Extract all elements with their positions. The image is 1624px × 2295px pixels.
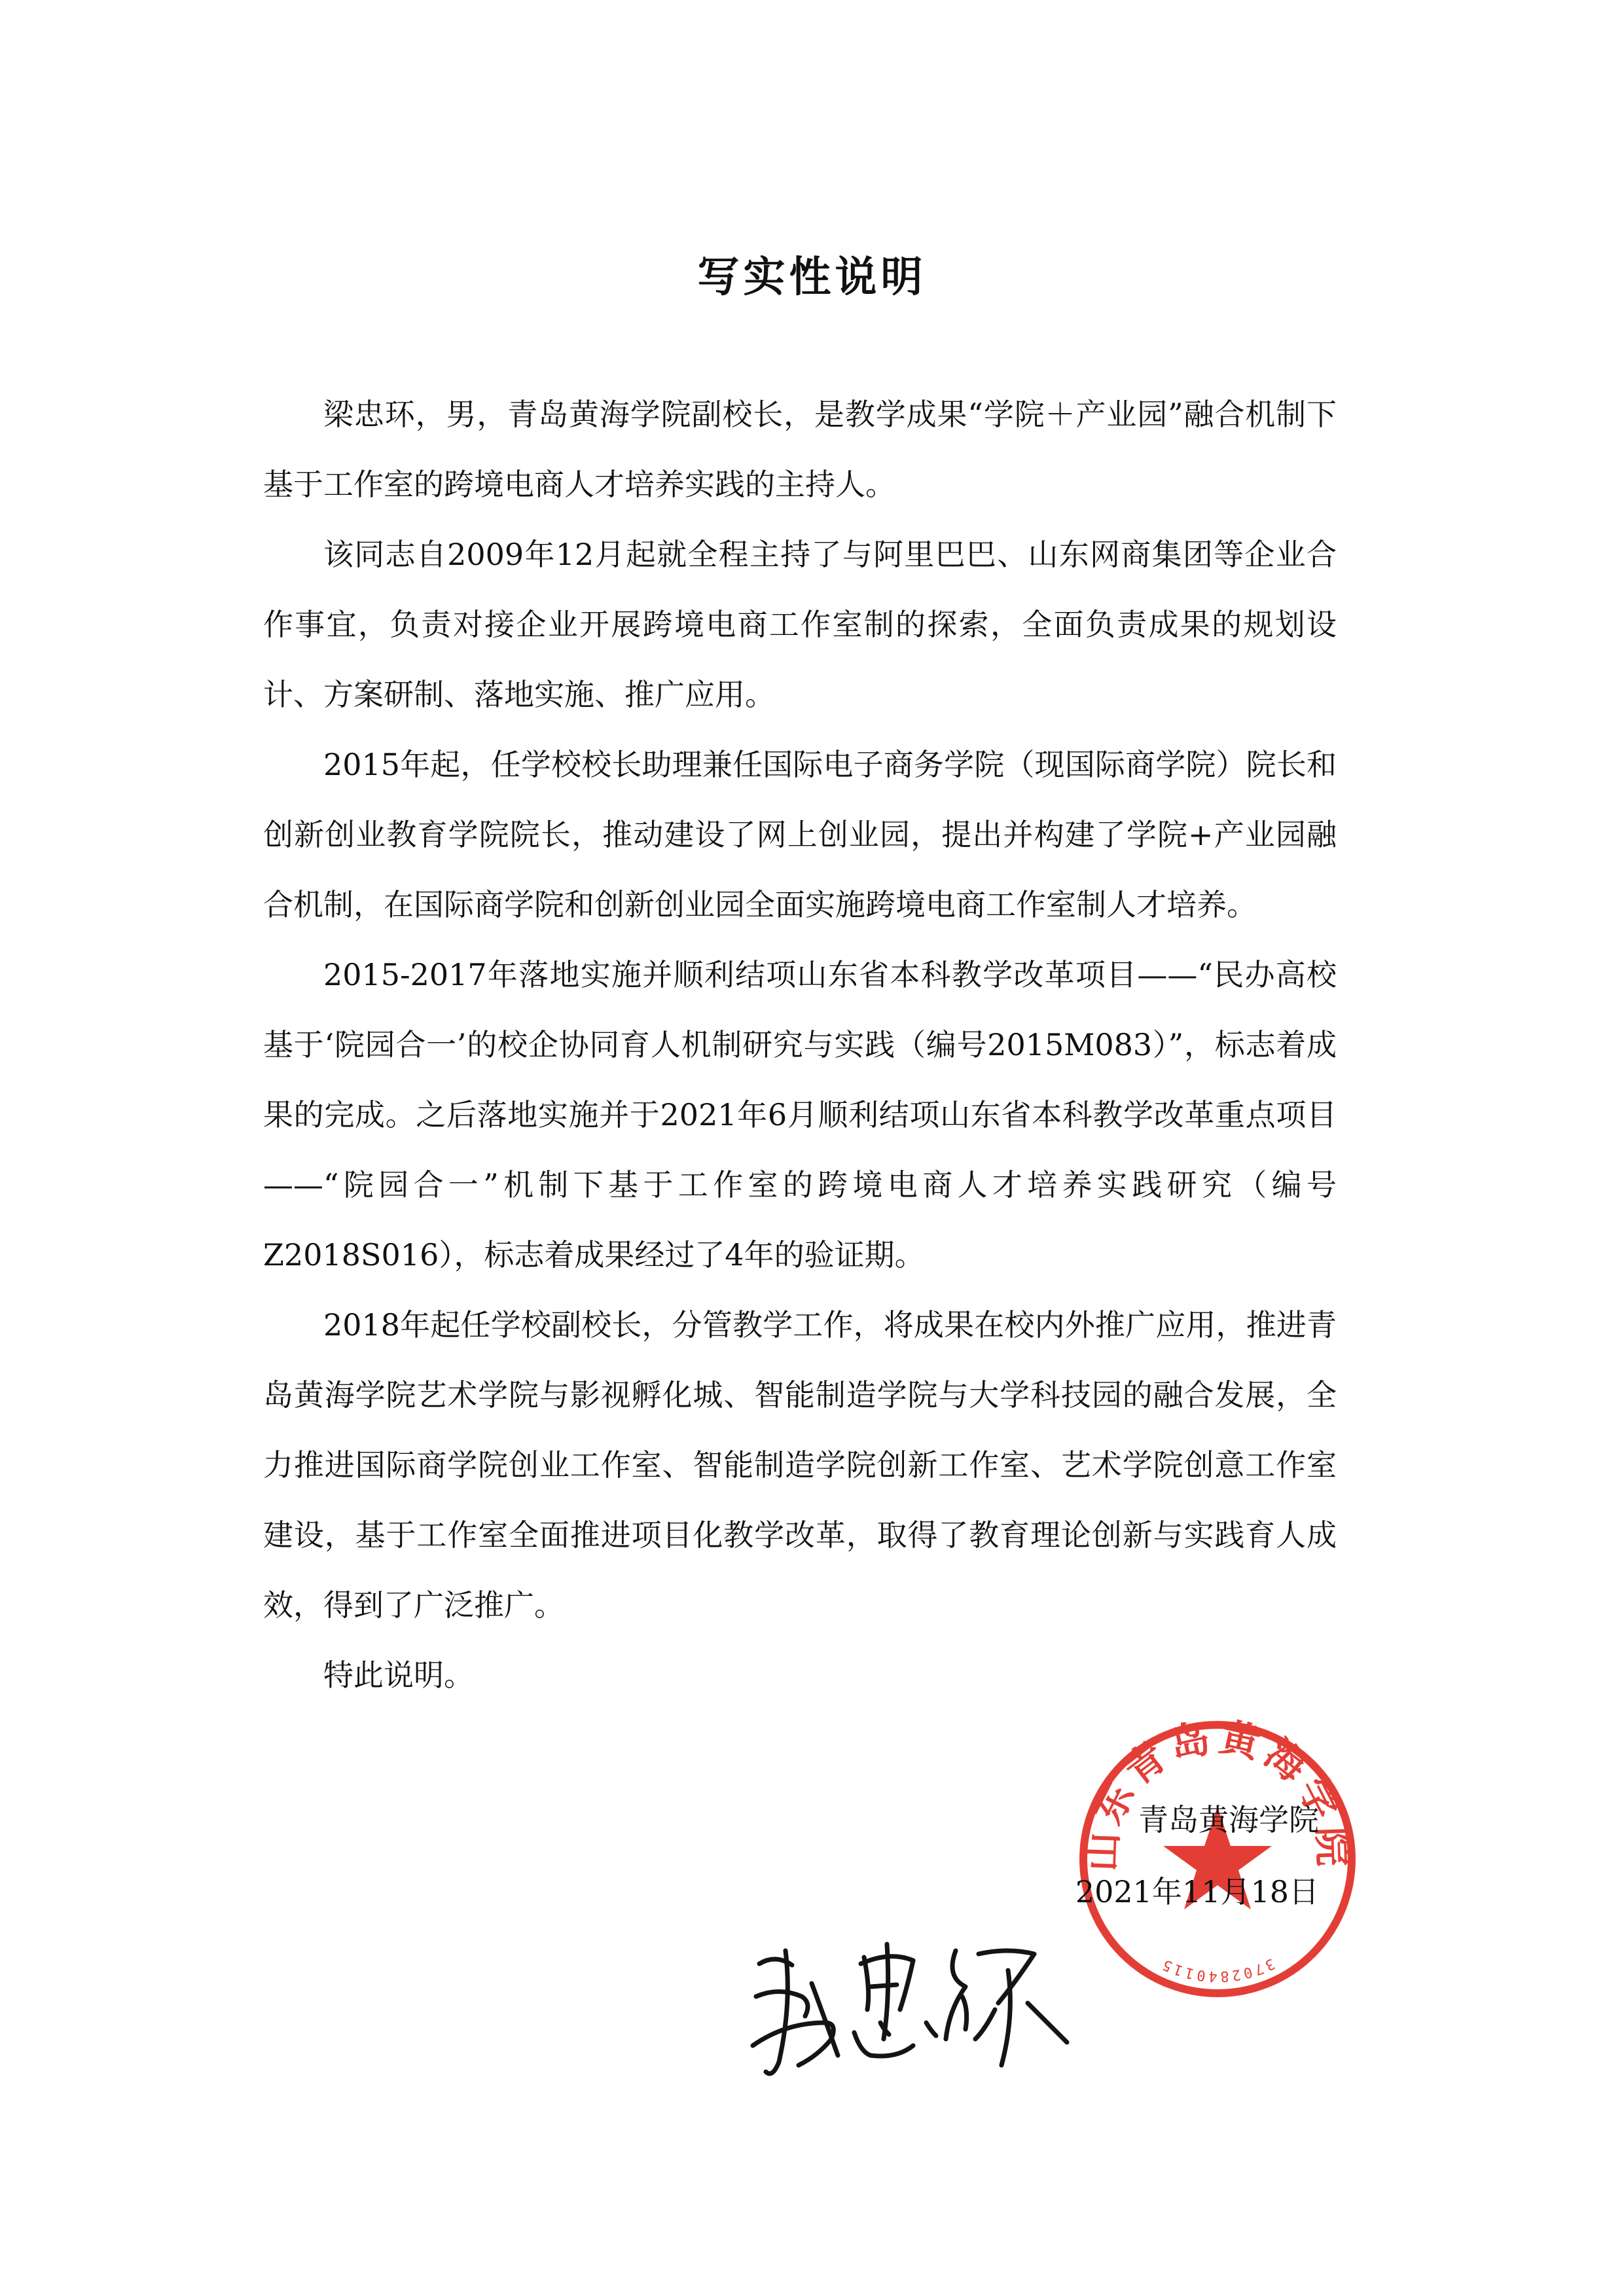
signature-stroke bbox=[756, 1992, 808, 2017]
signature-stroke bbox=[766, 1951, 787, 2074]
signoff-date: 2021年11月18日 bbox=[1075, 1874, 1319, 1909]
signature-stroke bbox=[871, 1985, 897, 1987]
seal-code: 3702840115 bbox=[1157, 1955, 1278, 1985]
signoff-organization: 青岛黄海学院 bbox=[1138, 1802, 1319, 1837]
signature-stroke bbox=[1001, 1970, 1010, 2065]
document-title: 写实性说明 bbox=[697, 253, 927, 302]
paragraph-5: 2018年起任学校副校长，分管教学工作，将成果在校内外推广应用，推进青岛黄海学院艺术学院与影视孵化城、智能制造学院与大学科技园的融合发展，全力推进国际商学院创业工作室、智能制造学院创新工作室、艺术学院创意工作室建设，基于工作室全面推进项目化教学改革，取得了教育理论创新与实践育人成效，得到了广泛推广。 bbox=[263, 1307, 1337, 1623]
signature-stroke bbox=[864, 1957, 869, 2010]
handwritten-signature bbox=[740, 1925, 1080, 2088]
official-seal bbox=[1074, 1715, 1362, 2003]
paragraph-3: 2015年起，任学校校长助理兼任国际电子商务学院（现国际商学院）院长和创新创业教育学院院长，推动建设了网上创业园，提出并构建了学院+产业园融合机制，在国际商学院和创新创业园全面实施跨境电商工作室制人才培养。 bbox=[263, 747, 1337, 922]
signature-stroke bbox=[979, 1951, 1034, 2003]
signature-stroke bbox=[1028, 2003, 1067, 2042]
paragraph-1: 梁忠环，男，青岛黄海学院副校长，是教学成果“学院＋产业园”融合机制下基于工作室的跨境电商人才培养实践的主持人。 bbox=[263, 397, 1337, 502]
closing-remark: 特此说明。 bbox=[323, 1657, 474, 1693]
signature-stroke bbox=[975, 2010, 995, 2039]
paragraph-2: 该同志自2009年12月起就全程主持了与阿里巴巴、山东网商集团等企业合作事宜，负责对接企业开展跨境电商工作室制的探索，全面负责成果的规划设计、方案研制、落地实施、推广应用。 bbox=[263, 537, 1337, 712]
signature-stroke bbox=[753, 2023, 833, 2065]
seal-text: 山东青岛黄海学院 bbox=[1079, 1715, 1356, 1873]
signature-stroke bbox=[962, 1997, 967, 2029]
document-body bbox=[263, 380, 1337, 1710]
paragraph-4: 2015-2017年落地实施并顺利结项山东省本科教学改革项目——“民办高校基于‘院园合一’的校企协同育人机制研究与实践（编号2015M083）”，标志着成果的完成。之后落地实施并于2021年6月顺利结项山东省本科教学改革重点项目——“院园合一”机制下基于工作室的跨境电商人才培养实践研究（编号Z2018S016），标志着成果经过了4年的验证期。 bbox=[263, 957, 1337, 1273]
signature-stroke bbox=[926, 2023, 936, 2036]
